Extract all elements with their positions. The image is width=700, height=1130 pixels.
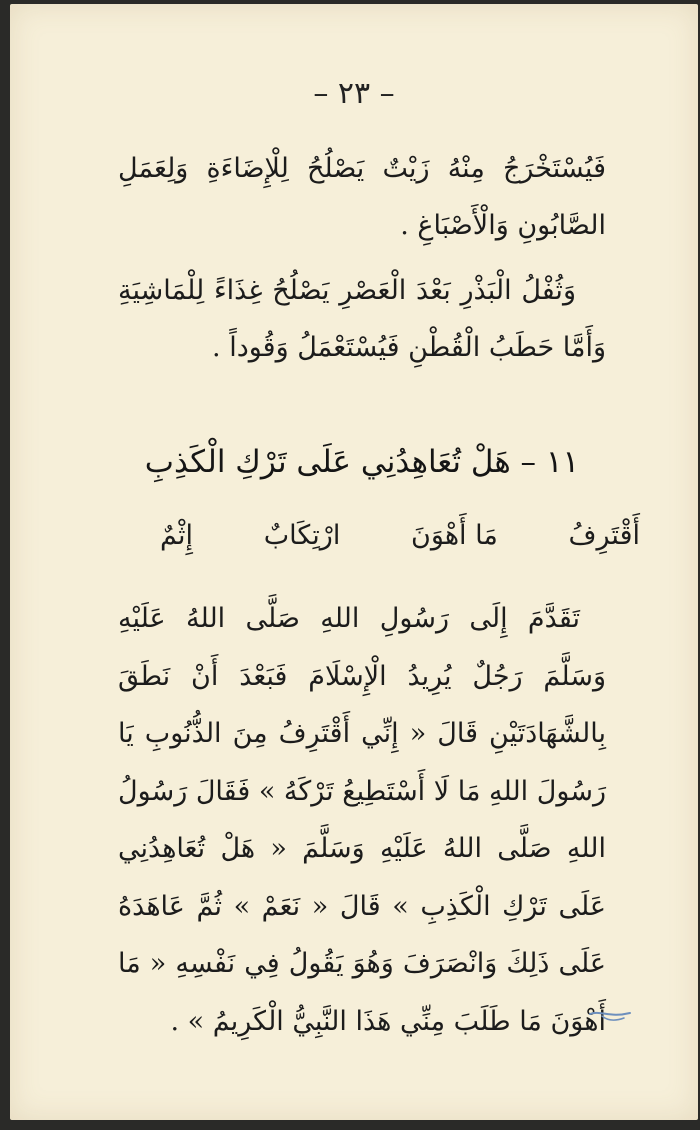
vocab-word: أَقْتَرِفُ [568, 520, 640, 551]
page-number: – ٢٣ – [313, 76, 395, 111]
story-paragraph: تَقَدَّمَ إِلَى رَسُولِ اللهِ صَلَّى اللهُ عَلَيْهِ وَسَلَّمَ رَجُلٌ يُرِيدُ الْإِسْلَامَ فَبَعْدَ أَنْ نَطَقَ بِالشَّهَادَتَيْنِ قَالَ « إِنِّي أَقْتَرِفُ مِنَ الذُّنُوبِ يَا رَسُولَ اللهِ مَا لَا أَسْتَطِيعُ تَرْكَهُ » فَقَالَ رَسُولُ اللهِ صَلَّى اللهُ عَلَيْهِ وَسَلَّمَ « هَلْ تُعَاهِدُنِي عَلَى تَرْكِ الْكَذِبِ » قَالَ « نَعَمْ » ثُمَّ عَاهَدَهُ عَلَى ذَلِكَ وَانْصَرَفَ وَهُوَ يَقُولُ فِي نَفْسِهِ « مَا أَهْوَنَ مَا طَلَبَ مِنِّي هَذَا النَّبِيُّ الْكَرِيمُ » . [118, 603, 606, 1037]
vocab-word: إِثْمٌ [160, 520, 194, 551]
vocab-word: ارْتِكَابٌ [263, 520, 341, 551]
book-page [10, 4, 698, 1120]
lesson-story [118, 590, 606, 1050]
vocabulary-row [160, 520, 640, 551]
vocab-word: مَا أَهْوَنَ [411, 520, 498, 551]
lesson-title: ١١ – هَلْ تُعَاهِدُنِي عَلَى تَرْكِ الْكَذِبِ [144, 444, 580, 480]
paragraph-oil: فَيُسْتَخْرَجُ مِنْهُ زَيْتٌ يَصْلُحُ لِلْإِضَاءَةِ وَلِعَمَلِ الصَّابُونِ وَالْأَصْبَاغِ . [118, 153, 606, 241]
paragraph-seed-meal: وَثُفْلُ الْبَذْرِ بَعْدَ الْعَصْرِ يَصْلُحُ غِذَاءً لِلْمَاشِيَةِ وَأَمَّا حَطَبُ الْقُطْنِ فَيُسْتَعْمَلُ وَقُوداً . [118, 275, 606, 363]
pencil-mark-icon [588, 1006, 632, 1024]
